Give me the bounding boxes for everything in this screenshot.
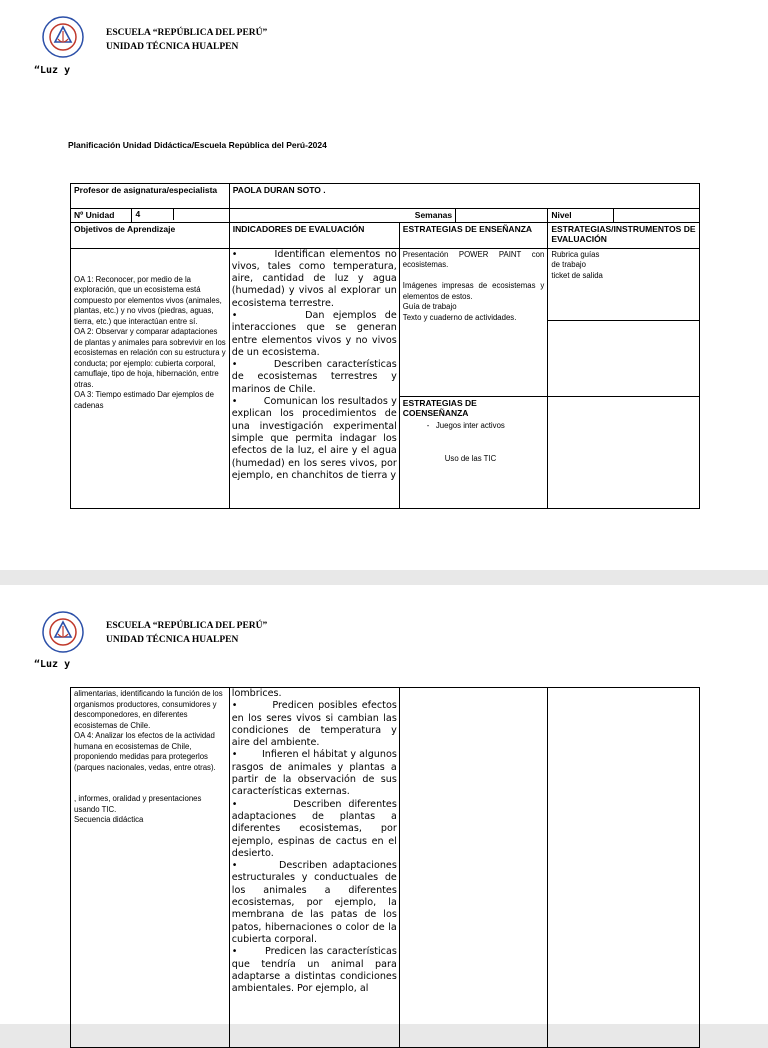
school-motto: “Luz y bbox=[34, 659, 71, 670]
nivel-label: Nivel bbox=[548, 209, 614, 223]
nivel-value bbox=[613, 209, 699, 223]
indicador-item: • Predicen las características que tendría un animal para adaptarse a distintas condiciones ambientales. Por ejemplo, al bbox=[231, 946, 397, 995]
col-instrumentos: ESTRATEGIAS/INSTRUMENTOS DE EVALUACIÓN bbox=[548, 222, 700, 248]
indicadores-cell bbox=[229, 688, 399, 1048]
school-logo bbox=[42, 611, 84, 653]
document-page-2 bbox=[0, 585, 768, 1024]
col-indicadores: INDICADORES DE EVALUACIÓN bbox=[229, 222, 399, 248]
school-logo bbox=[42, 16, 84, 58]
indicador-item: • Comunican los resultados y explican los procedimientos de una investigación experimental simple que permita indagar los efectos de la luz, el aire y el agua (humedad) en los seres vivos, por ejemplo, en chanchitos de tierra y bbox=[231, 396, 397, 481]
school-name: ESCUELA “REPÚBLICA DEL PERÚ” bbox=[106, 621, 268, 631]
indicador-item: • Dan ejemplos de interacciones que se generan entre elementos vivos y no vivos de un ecosistema. bbox=[231, 309, 397, 358]
school-unit: UNIDAD TÉCNICA HUALPEN bbox=[106, 635, 239, 645]
coensenanza-item: Uso de las TIC bbox=[444, 454, 497, 463]
indicador-item: • Predicen posibles efectos en los seres vivos si cambian las condiciones de temperatura y aire del ambiente. bbox=[231, 700, 397, 749]
school-name: ESCUELA “REPÚBLICA DEL PERÚ” bbox=[106, 28, 268, 38]
indicador-item: • Infieren el hábitat y algunos rasgos de animales y plantas a partir de la observación de sus características externas. bbox=[231, 749, 397, 798]
col-objetivos: Objetivos de Aprendizaje bbox=[71, 222, 230, 248]
objetivos-cell: alimentarias, identificando la función de los organismos productores, consumidores y descomponedores, en diferentes ecosistemas de Chile. OA 4: Analizar los efectos de la actividad humana en ecosistemas de Chile, proponiendo medidas para protegerlos (parques nacionales, vedas, entre otras). , informes, oralidad y presentaciones usando TIC. Secuencia didáctica bbox=[71, 688, 230, 1048]
indicador-item: • Describen adaptaciones estructurales y conductuales de los animales a diferentes ecosistemas, por ejemplo, la membrana de las patas de los patos, hibernaciones o color de la cubierta corporal. bbox=[231, 860, 397, 945]
coensenanza-cell bbox=[399, 396, 548, 508]
col-estrategias: ESTRATEGIAS DE ENSEÑANZA bbox=[399, 222, 548, 248]
indicador-item: • Identifican elementos no vivos, tales como temperatura, aire, cantidad de luz y agua (humedad) y vivos al explorar un ecosistema terrestre. bbox=[231, 248, 397, 309]
objetivos-cell: OA 1: Reconocer, por medio de la exploración, que un ecosistema está compuesto por elementos vivos (animales, plantas, etc.) y no vivos (piedras, aguas, tierra, etc.) que interactúan entre sí. OA 2: Observar y comparar adaptaciones de plantas y animales para sobrevivir en los ecosistemas en relación con su estructura y conducta; por ejemplo: cubierta corporal, camuflaje, tipo de hoja, hibernación, entre otras. OA 3: Tiempo estimado Dar ejemplos de cadenas bbox=[71, 248, 230, 508]
semanas-label: Semanas bbox=[229, 209, 455, 223]
indicador-item: • Describen diferentes adaptaciones de plantas a diferentes ecosistemas, por ejemplo, espinas de cactus en el desierto. bbox=[231, 798, 397, 859]
school-motto: “Luz y bbox=[34, 65, 71, 76]
profesor-value: PAOLA DURAN SOTO . bbox=[229, 184, 699, 209]
indicadores-cell bbox=[229, 248, 399, 508]
instrumentos-empty bbox=[548, 320, 700, 396]
instrumentos-cell: Rubrica guías de trabajo ticket de salida bbox=[548, 248, 700, 320]
school-unit: UNIDAD TÉCNICA HUALPEN bbox=[106, 42, 239, 52]
profesor-label: Profesor de asignatura/especialista bbox=[71, 184, 230, 209]
coensenanza-item: - Juegos inter activos bbox=[426, 420, 505, 430]
estrategias-cell: Presentación POWER PAINT con ecosistemas. Imágenes impresas de ecosistemas y elementos de estos. Guía de trabajo Texto y cuaderno de actividades. bbox=[399, 248, 548, 396]
coensenanza-label: ESTRATEGIAS DE COENSEÑANZA bbox=[402, 397, 477, 418]
unidad-value: 4 bbox=[132, 209, 174, 220]
estrategias-cell bbox=[399, 688, 548, 1048]
instrumentos-empty bbox=[548, 396, 700, 508]
indicador-item: lombrices. bbox=[231, 688, 282, 699]
indicador-item: • Describen características de ecosistemas terrestres y marinos de Chile. bbox=[231, 359, 397, 395]
instrumentos-cell bbox=[548, 688, 700, 1048]
planning-table bbox=[70, 183, 700, 509]
document-title: Planificación Unidad Didáctica/Escuela República del Perú-2024 bbox=[68, 140, 327, 150]
planning-table-continued bbox=[70, 687, 700, 1048]
unidad-label: Nº Unidad bbox=[71, 209, 132, 223]
semanas-value bbox=[456, 209, 548, 223]
